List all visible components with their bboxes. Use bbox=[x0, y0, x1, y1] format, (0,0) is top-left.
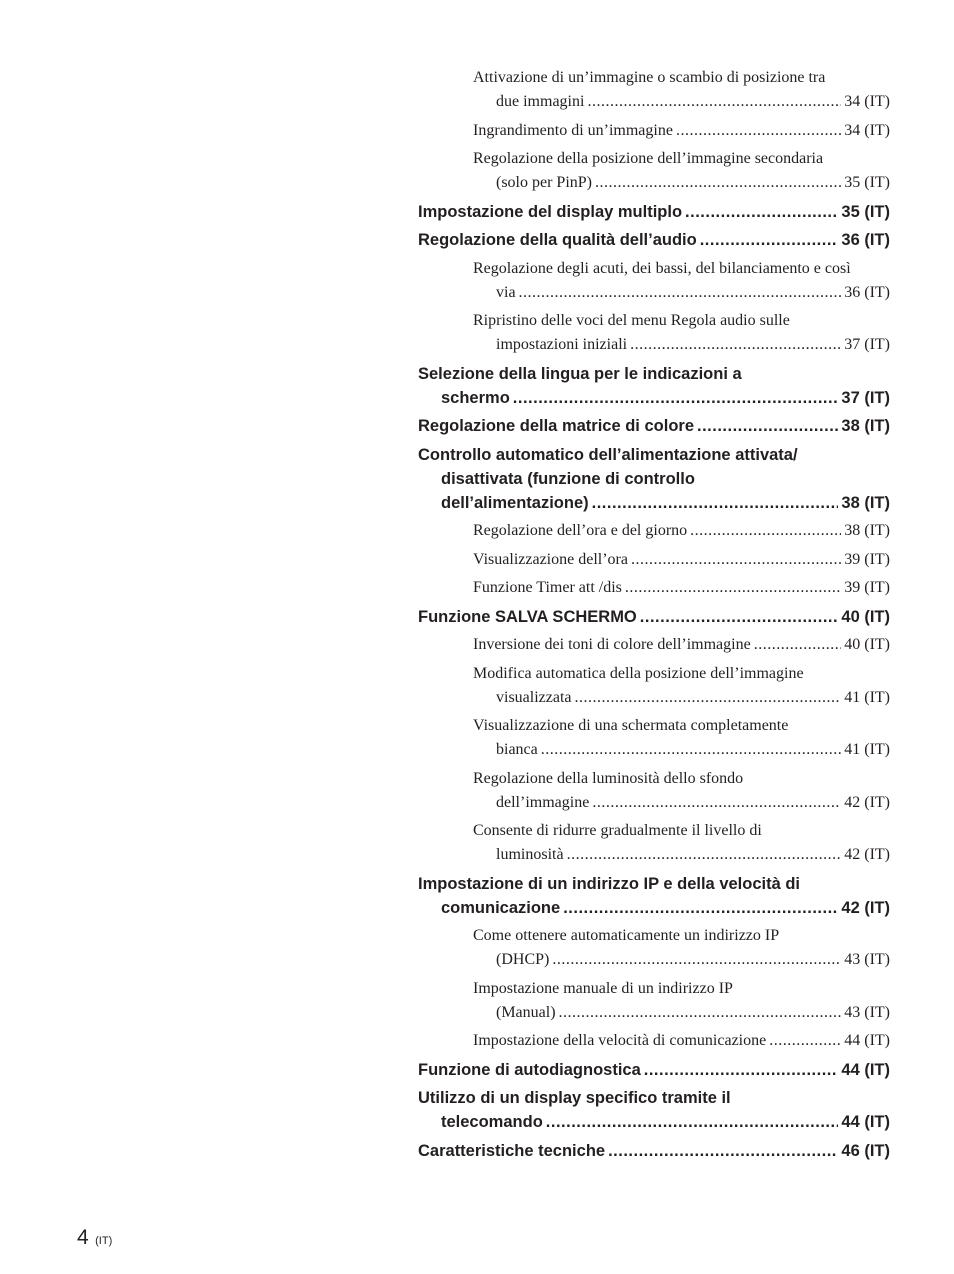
toc-subsection-entry[interactable] bbox=[473, 548, 890, 572]
dot-leader bbox=[595, 171, 841, 195]
toc-page-number: 35 (IT) bbox=[844, 174, 890, 191]
toc-entry-line bbox=[473, 977, 890, 1001]
toc-subsection-entry[interactable] bbox=[473, 66, 890, 114]
dot-leader bbox=[563, 896, 838, 920]
toc-section-entry[interactable] bbox=[418, 228, 890, 252]
toc-section-entry[interactable] bbox=[418, 414, 890, 438]
toc-entry-line bbox=[418, 200, 890, 224]
toc-entry-title: (solo per PinP) bbox=[496, 174, 592, 191]
dot-leader bbox=[575, 686, 842, 710]
dot-leader bbox=[644, 1058, 839, 1082]
toc-entry-title: Regolazione della posizione dell’immagine secondaria bbox=[473, 150, 824, 167]
toc-entry-line bbox=[473, 791, 890, 815]
toc-page-number: 40 (IT) bbox=[841, 607, 890, 626]
dot-leader bbox=[541, 738, 841, 762]
dot-leader bbox=[513, 386, 839, 410]
toc-entry-title: (DHCP) bbox=[496, 951, 550, 968]
toc-entry-title: Funzione Timer att /dis bbox=[473, 579, 622, 596]
toc-entry-title: Visualizzazione dell’ora bbox=[473, 550, 628, 568]
toc-subsection-entry[interactable] bbox=[473, 147, 890, 195]
toc-entry-title: comunicazione bbox=[441, 898, 561, 917]
toc-entry-line bbox=[473, 738, 890, 762]
toc-entry-title: dell’immagine bbox=[496, 793, 590, 811]
toc-entry-title: Inversione dei toni di colore dell’immagine bbox=[473, 636, 751, 653]
toc-entry-title: Selezione della lingua per le indicazioni a bbox=[418, 364, 742, 383]
toc-entry-line bbox=[473, 171, 890, 195]
toc-page-number: 41 (IT) bbox=[844, 688, 890, 706]
toc-entry-line bbox=[473, 819, 890, 843]
toc-subsection-entry[interactable] bbox=[473, 633, 890, 657]
dot-leader bbox=[631, 548, 841, 572]
dot-leader bbox=[546, 1110, 839, 1134]
toc-entry-line bbox=[418, 872, 890, 896]
toc-page-number: 34 (IT) bbox=[844, 121, 890, 139]
dot-leader bbox=[769, 1029, 841, 1053]
toc-entry-line bbox=[473, 147, 890, 171]
toc-entry-title: Come ottenere automaticamente un indirizzo IP bbox=[473, 927, 780, 944]
toc-page-number: 38 (IT) bbox=[841, 417, 890, 435]
toc-entry-line bbox=[473, 767, 890, 791]
dot-leader bbox=[559, 1001, 842, 1025]
toc-subsection-entry[interactable] bbox=[473, 977, 890, 1025]
toc-section-entry[interactable] bbox=[418, 872, 890, 920]
toc-entry-line bbox=[418, 896, 890, 920]
toc-entry-title: Impostazione della velocità di comunicazione bbox=[473, 1032, 767, 1049]
toc-entry-line bbox=[473, 519, 890, 543]
dot-leader bbox=[592, 791, 841, 815]
dot-leader bbox=[630, 333, 841, 357]
dot-leader bbox=[592, 491, 839, 515]
toc-page-number: 42 (IT) bbox=[844, 793, 890, 811]
toc-entry-title: bianca bbox=[496, 741, 538, 758]
toc-section-entry[interactable] bbox=[418, 1139, 890, 1163]
toc-page-number: 39 (IT) bbox=[844, 579, 890, 596]
toc-entry-title: due immagini bbox=[496, 93, 585, 110]
toc-entry-line bbox=[473, 576, 890, 600]
toc-entry-title: luminosità bbox=[496, 846, 564, 863]
toc-page-number: 34 (IT) bbox=[844, 93, 890, 110]
toc-page-number: 44 (IT) bbox=[841, 1113, 890, 1131]
toc-entry-line bbox=[473, 119, 890, 143]
toc-entry-line bbox=[473, 309, 890, 333]
toc-entry-line bbox=[418, 386, 890, 410]
toc-entry-title: via bbox=[496, 283, 516, 301]
toc-page-number: 41 (IT) bbox=[844, 741, 890, 758]
toc-entry-line bbox=[418, 491, 890, 515]
toc-section-entry[interactable] bbox=[418, 1086, 890, 1134]
toc-entry-title: Regolazione della luminosità dello sfondo bbox=[473, 769, 744, 787]
toc-page-number: 42 (IT) bbox=[844, 846, 890, 863]
dot-leader bbox=[587, 90, 841, 114]
dot-leader bbox=[608, 1139, 838, 1163]
toc-entry-line bbox=[418, 1058, 890, 1082]
toc-subsection-entry[interactable] bbox=[473, 519, 890, 543]
toc-section-entry[interactable] bbox=[418, 605, 890, 629]
toc-entry-title: (Manual) bbox=[496, 1003, 556, 1021]
toc-subsection-entry[interactable] bbox=[473, 767, 890, 815]
toc-entry-line bbox=[418, 1086, 890, 1110]
table-of-contents bbox=[418, 66, 890, 1167]
toc-entry-line bbox=[473, 686, 890, 710]
toc-entry-title: Controllo automatico dell’alimentazione attivata/ bbox=[418, 445, 798, 464]
dot-leader bbox=[700, 228, 839, 252]
toc-subsection-entry[interactable] bbox=[473, 924, 890, 972]
toc-entry-title: Impostazione di un indirizzo IP e della velocità di bbox=[418, 874, 801, 893]
toc-page-number: 42 (IT) bbox=[841, 898, 890, 917]
toc-subsection-entry[interactable] bbox=[473, 257, 890, 305]
toc-page-number: 37 (IT) bbox=[844, 336, 890, 353]
toc-subsection-entry[interactable] bbox=[473, 662, 890, 710]
toc-subsection-entry[interactable] bbox=[473, 576, 890, 600]
toc-entry-line bbox=[473, 1001, 890, 1025]
toc-entry-line bbox=[418, 228, 890, 252]
toc-entry-line bbox=[473, 281, 890, 305]
toc-page-number: 39 (IT) bbox=[844, 550, 890, 568]
toc-entry-title: Visualizzazione di una schermata completamente bbox=[473, 717, 789, 734]
toc-entry-title: visualizzata bbox=[496, 688, 572, 706]
toc-entry-title: Regolazione dell’ora e del giorno bbox=[473, 522, 688, 539]
toc-entry-line bbox=[473, 548, 890, 572]
toc-page-number: 36 (IT) bbox=[844, 283, 890, 301]
dot-leader bbox=[567, 843, 842, 867]
dot-leader bbox=[685, 200, 838, 224]
toc-entry-line bbox=[418, 1110, 890, 1134]
toc-page-number: 36 (IT) bbox=[841, 231, 890, 249]
toc-entry-line bbox=[418, 443, 890, 467]
toc-entry-line bbox=[473, 662, 890, 686]
toc-page-number: 35 (IT) bbox=[841, 202, 890, 221]
page-number: 4 bbox=[77, 1226, 89, 1249]
toc-page-number: 38 (IT) bbox=[844, 522, 890, 539]
toc-subsection-entry[interactable] bbox=[473, 119, 890, 143]
toc-entry-line bbox=[473, 714, 890, 738]
toc-section-entry[interactable] bbox=[418, 362, 890, 410]
toc-entry-title: Caratteristiche tecniche bbox=[418, 1141, 606, 1160]
toc-section-entry[interactable] bbox=[418, 1058, 890, 1082]
toc-entry-title: Utilizzo di un display specifico tramite il bbox=[418, 1089, 731, 1107]
dot-leader bbox=[754, 633, 842, 657]
toc-subsection-entry[interactable] bbox=[473, 309, 890, 357]
toc-entry-line bbox=[418, 362, 890, 386]
toc-page-number: 43 (IT) bbox=[844, 1003, 890, 1021]
toc-entry-title: Impostazione manuale di un indirizzo IP bbox=[473, 979, 733, 997]
toc-entry-title: Regolazione della qualità dell’audio bbox=[418, 231, 697, 249]
toc-entry-line bbox=[418, 467, 890, 491]
toc-page-number: 37 (IT) bbox=[841, 388, 890, 407]
page-footer bbox=[77, 1226, 112, 1250]
toc-section-entry[interactable] bbox=[418, 443, 890, 515]
dot-leader bbox=[676, 119, 841, 143]
toc-entry-line bbox=[418, 1139, 890, 1163]
toc-entry-line bbox=[473, 843, 890, 867]
toc-page-number: 44 (IT) bbox=[841, 1060, 890, 1079]
toc-entry-line bbox=[473, 333, 890, 357]
toc-entry-title: disattivata (funzione di controllo bbox=[441, 469, 695, 488]
toc-page-number: 44 (IT) bbox=[844, 1032, 890, 1049]
toc-section-entry[interactable] bbox=[418, 200, 890, 224]
toc-page-number: 43 (IT) bbox=[844, 951, 890, 968]
toc-entry-title: schermo bbox=[441, 388, 510, 407]
toc-entry-line bbox=[418, 605, 890, 629]
toc-subsection-entry[interactable] bbox=[473, 714, 890, 762]
toc-entry-title: Consente di ridurre gradualmente il livello di bbox=[473, 822, 762, 839]
toc-page-number: 46 (IT) bbox=[841, 1141, 890, 1160]
toc-entry-title: Funzione di autodiagnostica bbox=[418, 1060, 641, 1079]
toc-subsection-entry[interactable] bbox=[473, 819, 890, 867]
dot-leader bbox=[552, 948, 841, 972]
toc-entry-line bbox=[473, 66, 890, 90]
toc-entry-line bbox=[418, 414, 890, 438]
toc-entry-title: telecomando bbox=[441, 1113, 543, 1131]
toc-entry-title: Regolazione della matrice di colore bbox=[418, 417, 694, 435]
toc-subsection-entry[interactable] bbox=[473, 1029, 890, 1053]
toc-page-number: 40 (IT) bbox=[844, 636, 890, 653]
toc-entry-line bbox=[473, 1029, 890, 1053]
toc-entry-line bbox=[473, 90, 890, 114]
toc-entry-title: Ingrandimento di un’immagine bbox=[473, 121, 673, 139]
toc-entry-line bbox=[473, 948, 890, 972]
dot-leader bbox=[640, 605, 839, 629]
toc-entry-title: Ripristino delle voci del menu Regola audio sulle bbox=[473, 312, 790, 329]
toc-entry-line bbox=[473, 257, 890, 281]
toc-entry-line bbox=[473, 633, 890, 657]
toc-entry-title: impostazioni iniziali bbox=[496, 336, 628, 353]
toc-entry-title: Regolazione degli acuti, dei bassi, del bilanciamento e così bbox=[473, 259, 851, 277]
toc-entry-title: Impostazione del display multiplo bbox=[418, 202, 683, 221]
dot-leader bbox=[625, 576, 841, 600]
dot-leader bbox=[519, 281, 842, 305]
toc-entry-title: Modifica automatica della posizione dell’immagine bbox=[473, 664, 804, 682]
toc-entry-title: Funzione SALVA SCHERMO bbox=[418, 607, 637, 626]
dot-leader bbox=[690, 519, 841, 543]
toc-entry-title: dell’alimentazione) bbox=[441, 493, 589, 512]
page-number-suffix: (IT) bbox=[95, 1235, 113, 1247]
toc-entry-line bbox=[473, 924, 890, 948]
toc-entry-title: Attivazione di un’immagine o scambio di posizione tra bbox=[473, 69, 826, 86]
toc-page-number: 38 (IT) bbox=[841, 493, 890, 512]
dot-leader bbox=[697, 414, 838, 438]
